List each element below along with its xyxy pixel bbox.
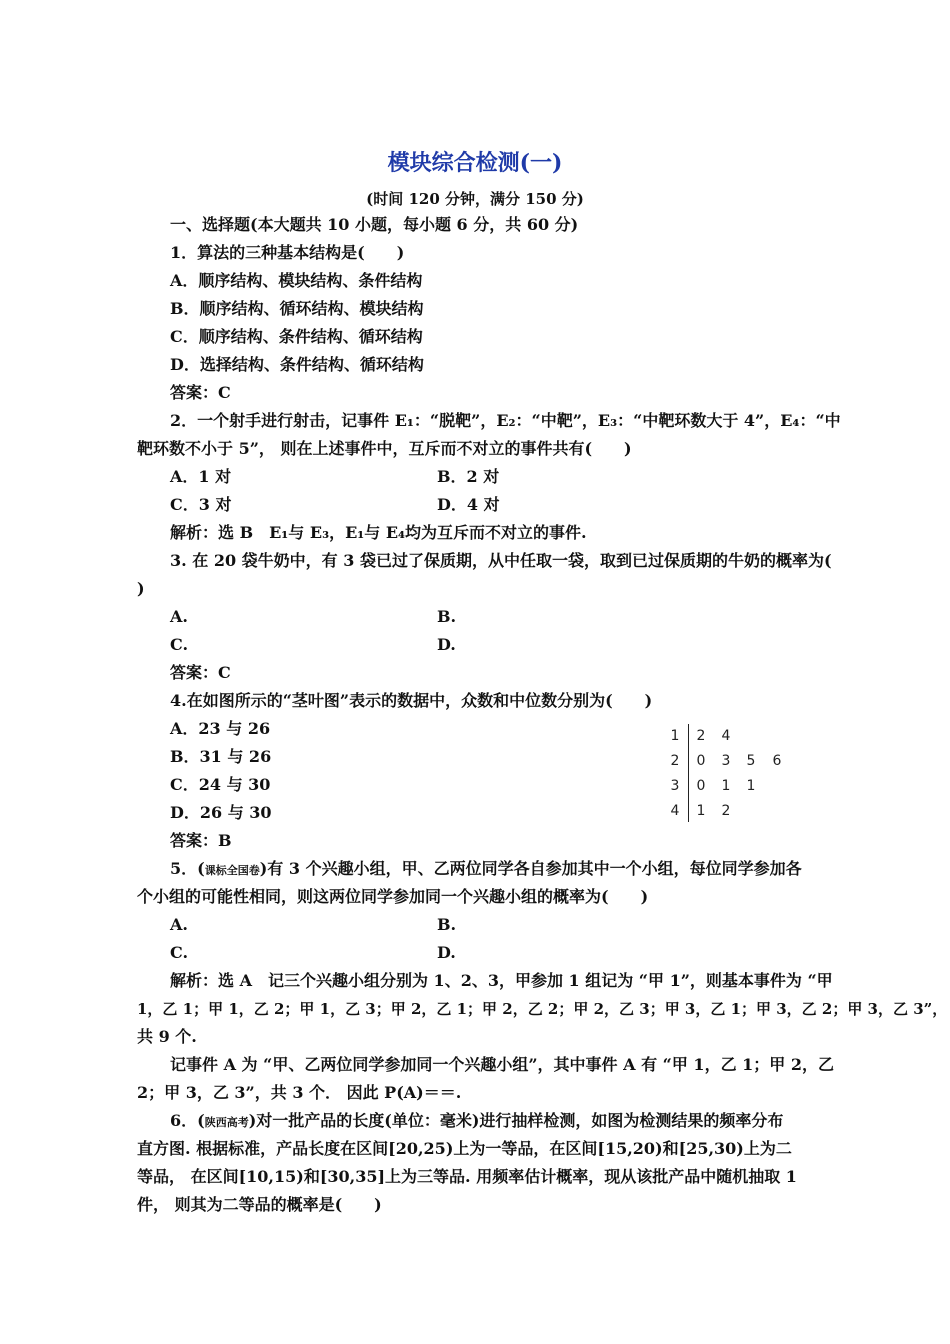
leaf: 3	[721, 753, 731, 769]
page-subtitle: (时间 120 分钟，满分 150 分)	[366, 190, 584, 208]
section-heading: 一、选择题(本大题共 10 小题，每小题 6 分，共 60 分)	[170, 215, 579, 234]
q5-analysis-line4: 记事件 A 为 “甲、乙两位同学参加同一个兴趣小组”，其中事件 A 有 “甲 1，乙 1；甲 2，乙	[170, 1055, 834, 1074]
leaf: 6	[772, 753, 782, 769]
q4-stem: 4.在如图所示的“茎叶图”表示的数据中，众数和中位数分别为( )	[170, 691, 653, 710]
stem: 3	[670, 778, 680, 794]
leaf: 2	[696, 728, 706, 744]
q2-option-b: B．2 对	[437, 467, 500, 486]
q5-stem-line1	[170, 858, 802, 882]
q4-option-b: B．31 与 26	[170, 747, 272, 766]
stem-leaf-plot	[664, 724, 824, 824]
q4-option-c: C．24 与 30	[170, 775, 271, 794]
q5-number: 5．(	[170, 859, 205, 878]
q3-stem-line1: 3. 在 20 袋牛奶中，有 3 袋已过了保质期，从中任取一袋，取到已过保质期的牛奶的概率为(	[170, 551, 832, 570]
q5-analysis-line5: 2；甲 3，乙 3”，共 3 个． 因此 P(A)＝＝.	[137, 1083, 462, 1102]
leaf: 0	[696, 753, 706, 769]
leaf: 5	[746, 753, 756, 769]
q5-stem-text: )有 3 个兴趣小组，甲、乙两位同学各自参加其中一个小组，每位同学参加各	[259, 859, 802, 878]
q1-option-d: D．选择结构、条件结构、循环结构	[170, 355, 424, 374]
stem: 1	[670, 728, 680, 744]
stem: 4	[670, 803, 680, 819]
q5-option-b: B.	[437, 915, 457, 934]
q2-stem-line2: 靶环数不小于 5”， 则在上述事件中，互斥而不对立的事件共有( )	[137, 439, 632, 458]
q1-option-c: C．顺序结构、条件结构、循环结构	[170, 327, 423, 346]
q3-option-a: A.	[170, 607, 188, 626]
q4-option-d: D．26 与 30	[170, 803, 272, 822]
q6-stem-line2: 直方图. 根据标准，产品长度在区间[20,25)上为一等品，在区间[15,20)和[25,30)上为二	[137, 1139, 792, 1158]
q6-stem-text: )对一批产品的长度(单位：毫米)进行抽样检测，如图为检测结果的频率分布	[248, 1111, 784, 1130]
q6-stem-line1	[170, 1110, 783, 1134]
leaf: 2	[721, 803, 731, 819]
q5-stem-line2: 个小组的可能性相同，则这两位同学参加同一个兴趣小组的概率为( )	[137, 887, 649, 906]
q6-number: 6．(	[170, 1111, 205, 1130]
q5-analysis-line1: 解析：选 A 记三个兴趣小组分别为 1、2、3，甲参加 1 组记为 “甲 1”，则基本事件为 “甲	[170, 971, 833, 990]
q2-analysis: 解析：选 B E₁与 E₃，E₁与 E₄均为互斥而不对立的事件.	[170, 523, 587, 542]
leaf: 1	[721, 778, 731, 794]
q3-option-b: B.	[437, 607, 457, 626]
q3-stem-line2: )	[137, 579, 145, 598]
q1-answer: 答案：C	[170, 383, 231, 402]
q5-analysis-line3: 共 9 个.	[137, 1027, 197, 1046]
q5-analysis-line2: 1，乙 1；甲 1，乙 2；甲 1，乙 3；甲 2，乙 1；甲 2，乙 2；甲 2，乙 3；甲 3，乙 1；甲 3，乙 2；甲 3，乙 3”，	[137, 1000, 948, 1018]
q5-option-a: A.	[170, 915, 188, 934]
q1-option-a: A．顺序结构、模块结构、条件结构	[170, 271, 423, 290]
leaf: 1	[696, 803, 706, 819]
leaf: 1	[746, 778, 756, 794]
stem: 2	[670, 753, 680, 769]
q3-answer: 答案：C	[170, 663, 231, 682]
q5-option-c: C.	[170, 943, 189, 962]
q1-stem: 1．算法的三种基本结构是( )	[170, 243, 405, 262]
leaf: 4	[721, 728, 731, 744]
q6-stem-line4: 件， 则其为二等品的概率是( )	[137, 1195, 382, 1214]
q2-stem-line1: 2．一个射手进行射击，记事件 E₁：“脱靶”，E₂：“中靶”，E₃：“中靶环数大于 4”，E₄：“中	[170, 411, 841, 430]
page-title: 模块综合检测(一)	[387, 150, 563, 176]
q6-stem-line3: 等品， 在区间[10,15)和[30,35]上为三等品. 用频率估计概率，现从该批产品中随机抽取 1	[137, 1167, 797, 1186]
q2-option-d: D．4 对	[437, 495, 500, 514]
q1-option-b: B．顺序结构、循环结构、模块结构	[170, 299, 424, 318]
q3-option-d: D.	[437, 635, 456, 654]
stem-leaf-divider	[688, 724, 689, 822]
leaf: 0	[696, 778, 706, 794]
q6-source: 陕西高考	[204, 1116, 249, 1129]
q2-option-c: C．3 对	[170, 495, 232, 514]
q5-option-d: D.	[437, 943, 456, 962]
q3-option-c: C.	[170, 635, 189, 654]
q5-source: 课标全国卷	[204, 864, 260, 877]
q4-option-a: A．23 与 26	[170, 719, 271, 738]
q4-answer: 答案：B	[170, 831, 232, 850]
q2-option-a: A．1 对	[170, 467, 232, 486]
